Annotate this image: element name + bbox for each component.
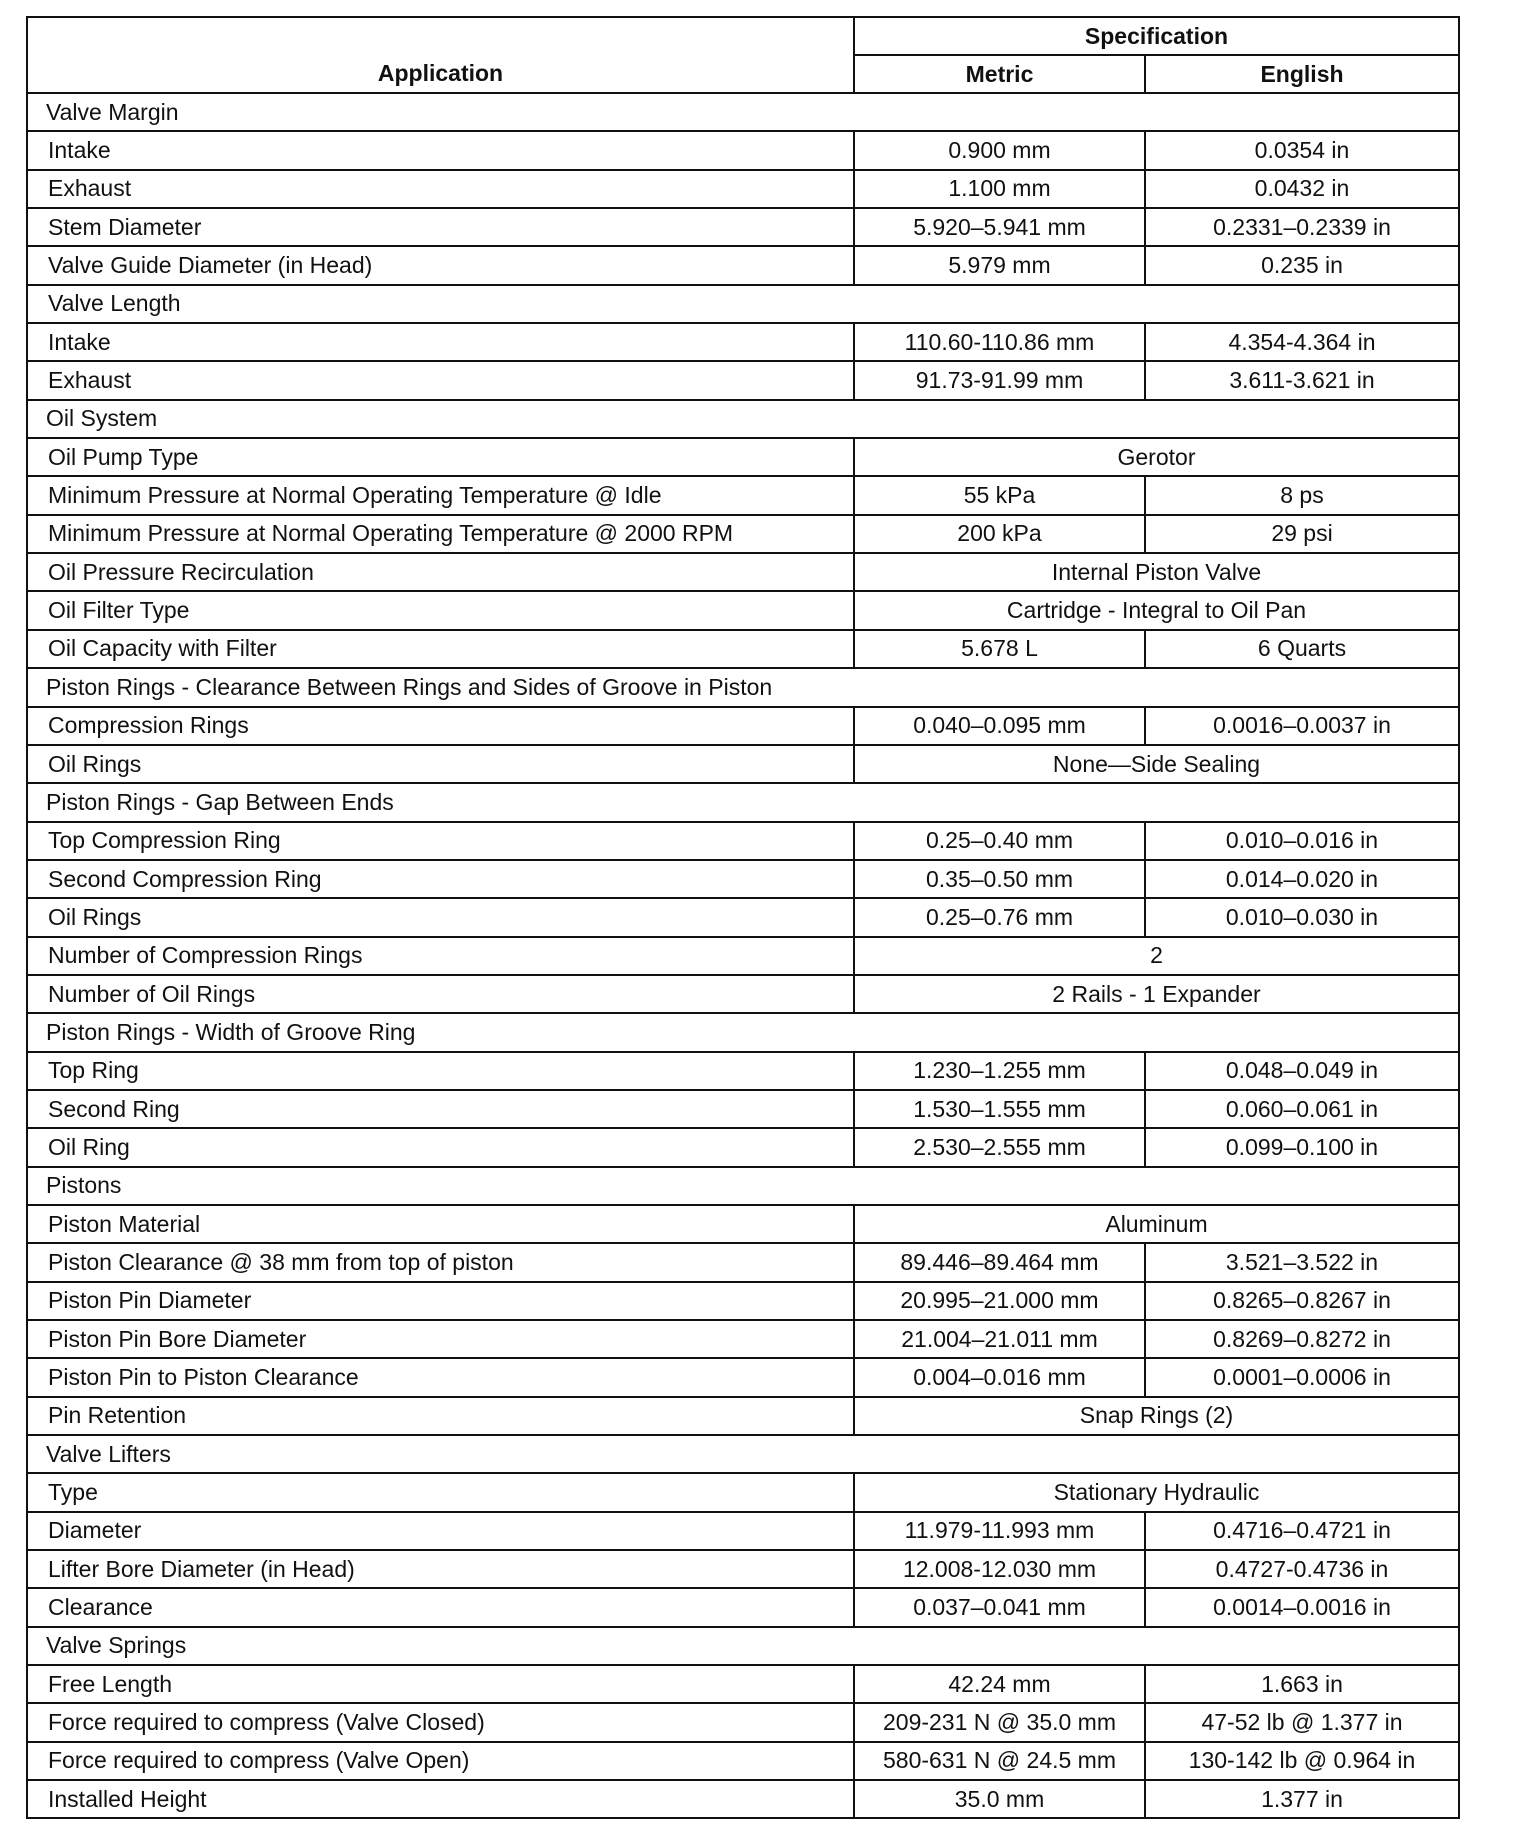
application-cell: Exhaust xyxy=(27,170,854,208)
section-row xyxy=(27,783,1459,821)
table-row xyxy=(27,170,1459,208)
english-header: English xyxy=(1145,55,1459,93)
table-row xyxy=(27,208,1459,246)
english-value: 1.377 in xyxy=(1145,1780,1459,1818)
english-value: 0.099–0.100 in xyxy=(1145,1128,1459,1166)
table-row xyxy=(27,937,1459,975)
table-row xyxy=(27,591,1459,629)
table-row xyxy=(27,1128,1459,1166)
application-cell: Diameter xyxy=(27,1512,854,1550)
application-cell: Second Ring xyxy=(27,1090,854,1128)
application-cell: Number of Oil Rings xyxy=(27,975,854,1013)
table-row xyxy=(27,323,1459,361)
metric-value: 0.25–0.76 mm xyxy=(854,898,1145,936)
table-row xyxy=(27,1090,1459,1128)
english-value: 0.048–0.049 in xyxy=(1145,1052,1459,1090)
application-cell: Minimum Pressure at Normal Operating Temperature @ 2000 RPM xyxy=(27,515,854,553)
metric-value: 5.979 mm xyxy=(854,246,1145,284)
english-value: 8 ps xyxy=(1145,476,1459,514)
english-value: 6 Quarts xyxy=(1145,630,1459,668)
specification-value: Internal Piston Valve xyxy=(854,553,1459,591)
section-row xyxy=(27,1435,1459,1473)
metric-value: 89.446–89.464 mm xyxy=(854,1243,1145,1281)
specification-table xyxy=(26,16,1460,1819)
application-cell: Installed Height xyxy=(27,1780,854,1818)
specification-value: Stationary Hydraulic xyxy=(854,1473,1459,1511)
section-row xyxy=(27,1627,1459,1665)
application-cell: Piston Pin to Piston Clearance xyxy=(27,1358,854,1396)
application-cell: Free Length xyxy=(27,1665,854,1703)
english-value: 0.014–0.020 in xyxy=(1145,860,1459,898)
section-heading: Piston Rings - Width of Groove Ring xyxy=(27,1013,1459,1051)
english-value: 0.010–0.016 in xyxy=(1145,822,1459,860)
metric-value: 91.73-91.99 mm xyxy=(854,361,1145,399)
table-row xyxy=(27,1205,1459,1243)
section-row xyxy=(27,93,1459,131)
english-value: 0.4716–0.4721 in xyxy=(1145,1512,1459,1550)
application-cell: Compression Rings xyxy=(27,707,854,745)
application-cell: Intake xyxy=(27,323,854,361)
metric-value: 0.004–0.016 mm xyxy=(854,1358,1145,1396)
metric-value: 1.100 mm xyxy=(854,170,1145,208)
english-value: 0.0432 in xyxy=(1145,170,1459,208)
application-cell: Second Compression Ring xyxy=(27,860,854,898)
section-heading: Oil System xyxy=(27,400,1459,438)
application-cell: Pin Retention xyxy=(27,1397,854,1435)
metric-value: 1.530–1.555 mm xyxy=(854,1090,1145,1128)
application-cell: Oil Rings xyxy=(27,898,854,936)
section-heading: Valve Springs xyxy=(27,1627,1459,1665)
specification-header: Specification xyxy=(854,17,1459,55)
english-value: 0.8265–0.8267 in xyxy=(1145,1282,1459,1320)
table-row xyxy=(27,1320,1459,1358)
table-row xyxy=(27,515,1459,553)
table-row xyxy=(27,1665,1459,1703)
application-cell: Top Ring xyxy=(27,1052,854,1090)
metric-value: 0.040–0.095 mm xyxy=(854,707,1145,745)
section-row xyxy=(27,1167,1459,1205)
english-value: 3.611-3.621 in xyxy=(1145,361,1459,399)
table-row xyxy=(27,1052,1459,1090)
metric-value: 42.24 mm xyxy=(854,1665,1145,1703)
table-row xyxy=(27,1397,1459,1435)
section-row xyxy=(27,285,1459,323)
table-row xyxy=(27,860,1459,898)
application-header: Application xyxy=(27,17,854,93)
english-value: 0.0354 in xyxy=(1145,131,1459,169)
specification-value: Aluminum xyxy=(854,1205,1459,1243)
table-header xyxy=(27,17,1459,93)
table-row xyxy=(27,898,1459,936)
table-row xyxy=(27,745,1459,783)
application-cell: Force required to compress (Valve Closed) xyxy=(27,1703,854,1741)
english-value: 0.4727-0.4736 in xyxy=(1145,1550,1459,1588)
specification-value: None—Side Sealing xyxy=(854,745,1459,783)
english-value: 4.354-4.364 in xyxy=(1145,323,1459,361)
table-row xyxy=(27,1512,1459,1550)
application-cell: Piston Pin Bore Diameter xyxy=(27,1320,854,1358)
section-heading: Pistons xyxy=(27,1167,1459,1205)
metric-value: 0.037–0.041 mm xyxy=(854,1588,1145,1626)
table-row xyxy=(27,1780,1459,1818)
specification-value: Gerotor xyxy=(854,438,1459,476)
metric-header: Metric xyxy=(854,55,1145,93)
table-row xyxy=(27,476,1459,514)
english-value: 0.0016–0.0037 in xyxy=(1145,707,1459,745)
table-row xyxy=(27,975,1459,1013)
table-row xyxy=(27,246,1459,284)
application-cell: Valve Guide Diameter (in Head) xyxy=(27,246,854,284)
table-body xyxy=(27,93,1459,1818)
specification-value: 2 xyxy=(854,937,1459,975)
table-row xyxy=(27,1243,1459,1281)
section-heading: Valve Margin xyxy=(27,93,1459,131)
metric-value: 1.230–1.255 mm xyxy=(854,1052,1145,1090)
table-row xyxy=(27,1588,1459,1626)
metric-value: 110.60-110.86 mm xyxy=(854,323,1145,361)
table-row xyxy=(27,438,1459,476)
table-row xyxy=(27,131,1459,169)
metric-value: 21.004–21.011 mm xyxy=(854,1320,1145,1358)
header-row xyxy=(27,17,1459,55)
metric-value: 0.25–0.40 mm xyxy=(854,822,1145,860)
table-row xyxy=(27,1358,1459,1396)
application-cell: Piston Material xyxy=(27,1205,854,1243)
english-value: 47-52 lb @ 1.377 in xyxy=(1145,1703,1459,1741)
english-value: 0.8269–0.8272 in xyxy=(1145,1320,1459,1358)
application-cell: Oil Pump Type xyxy=(27,438,854,476)
table-row xyxy=(27,1742,1459,1780)
english-value: 1.663 in xyxy=(1145,1665,1459,1703)
section-heading: Piston Rings - Gap Between Ends xyxy=(27,783,1459,821)
application-cell: Lifter Bore Diameter (in Head) xyxy=(27,1550,854,1588)
application-cell: Oil Filter Type xyxy=(27,591,854,629)
table-row xyxy=(27,1550,1459,1588)
english-value: 0.060–0.061 in xyxy=(1145,1090,1459,1128)
metric-value: 11.979-11.993 mm xyxy=(854,1512,1145,1550)
english-value: 0.2331–0.2339 in xyxy=(1145,208,1459,246)
metric-value: 5.920–5.941 mm xyxy=(854,208,1145,246)
table-row xyxy=(27,707,1459,745)
table-row xyxy=(27,630,1459,668)
subsection-heading: Valve Length xyxy=(27,285,1459,323)
table-row xyxy=(27,553,1459,591)
table-row xyxy=(27,361,1459,399)
metric-value: 5.678 L xyxy=(854,630,1145,668)
application-cell: Oil Ring xyxy=(27,1128,854,1166)
section-heading: Piston Rings - Clearance Between Rings and Sides of Groove in Piston xyxy=(27,668,1459,706)
english-value: 0.0001–0.0006 in xyxy=(1145,1358,1459,1396)
metric-value: 0.900 mm xyxy=(854,131,1145,169)
application-cell: Top Compression Ring xyxy=(27,822,854,860)
table-row xyxy=(27,1473,1459,1511)
section-heading: Valve Lifters xyxy=(27,1435,1459,1473)
english-value: 29 psi xyxy=(1145,515,1459,553)
english-value: 0.0014–0.0016 in xyxy=(1145,1588,1459,1626)
metric-value: 12.008-12.030 mm xyxy=(854,1550,1145,1588)
table-row xyxy=(27,1282,1459,1320)
application-cell: Oil Capacity with Filter xyxy=(27,630,854,668)
specification-value: 2 Rails - 1 Expander xyxy=(854,975,1459,1013)
application-cell: Oil Pressure Recirculation xyxy=(27,553,854,591)
application-cell: Oil Rings xyxy=(27,745,854,783)
section-row xyxy=(27,400,1459,438)
application-cell: Force required to compress (Valve Open) xyxy=(27,1742,854,1780)
metric-value: 580-631 N @ 24.5 mm xyxy=(854,1742,1145,1780)
metric-value: 200 kPa xyxy=(854,515,1145,553)
metric-value: 35.0 mm xyxy=(854,1780,1145,1818)
metric-value: 0.35–0.50 mm xyxy=(854,860,1145,898)
section-row xyxy=(27,1013,1459,1051)
specification-value: Snap Rings (2) xyxy=(854,1397,1459,1435)
english-value: 130-142 lb @ 0.964 in xyxy=(1145,1742,1459,1780)
table-row xyxy=(27,822,1459,860)
application-cell: Minimum Pressure at Normal Operating Temperature @ Idle xyxy=(27,476,854,514)
english-value: 0.235 in xyxy=(1145,246,1459,284)
table-row xyxy=(27,1703,1459,1741)
english-value: 0.010–0.030 in xyxy=(1145,898,1459,936)
application-cell: Piston Pin Diameter xyxy=(27,1282,854,1320)
application-cell: Piston Clearance @ 38 mm from top of piston xyxy=(27,1243,854,1281)
metric-value: 2.530–2.555 mm xyxy=(854,1128,1145,1166)
metric-value: 20.995–21.000 mm xyxy=(854,1282,1145,1320)
application-cell: Exhaust xyxy=(27,361,854,399)
application-cell: Intake xyxy=(27,131,854,169)
section-row xyxy=(27,668,1459,706)
application-cell: Clearance xyxy=(27,1588,854,1626)
english-value: 3.521–3.522 in xyxy=(1145,1243,1459,1281)
application-cell: Stem Diameter xyxy=(27,208,854,246)
application-cell: Number of Compression Rings xyxy=(27,937,854,975)
specification-value: Cartridge - Integral to Oil Pan xyxy=(854,591,1459,629)
metric-value: 209-231 N @ 35.0 mm xyxy=(854,1703,1145,1741)
application-cell: Type xyxy=(27,1473,854,1511)
metric-value: 55 kPa xyxy=(854,476,1145,514)
